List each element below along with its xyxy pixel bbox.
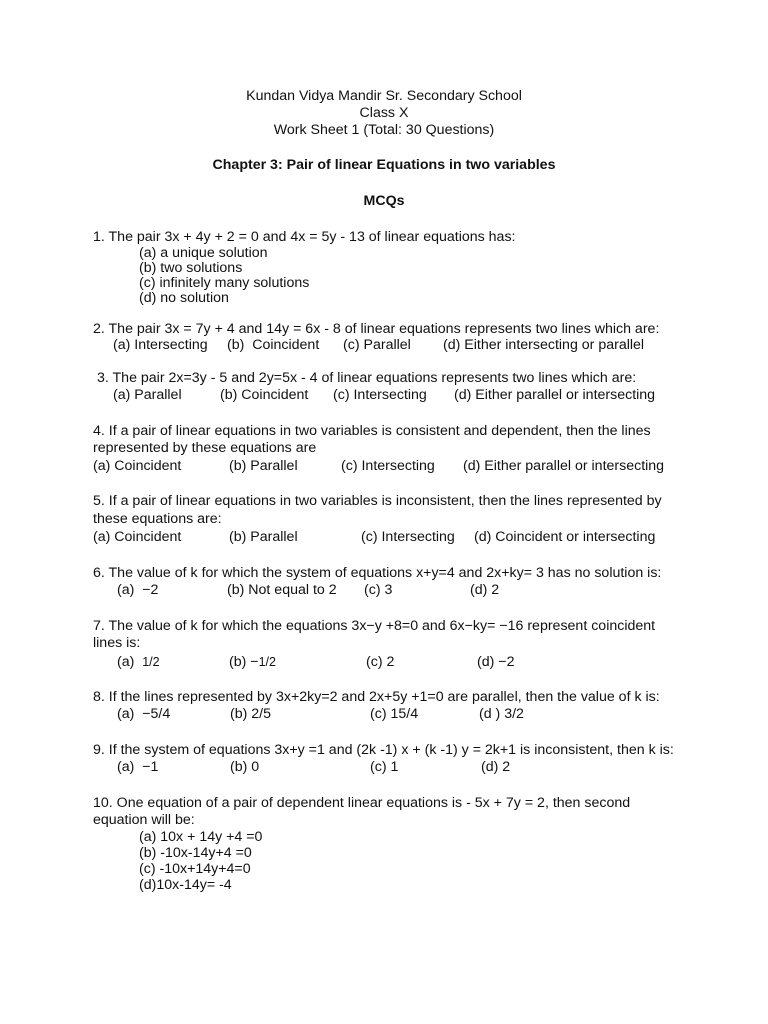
question-10-option-c: (c) -10x+14y+4=0 xyxy=(139,861,251,877)
question-5-stem-line1: 5. If a pair of linear equations in two variables is inconsistent, then the lines represented by xyxy=(93,493,662,509)
question-7-option-d: (d) −2 xyxy=(477,654,515,670)
question-6-option-c: (c) 3 xyxy=(364,582,393,598)
question-3-option-a: (a) Parallel xyxy=(113,387,182,403)
question-3-stem: 3. The pair 2x=3y - 5 and 2y=5x - 4 of linear equations represents two lines which are: xyxy=(97,370,637,386)
question-10-stem-line2: equation will be: xyxy=(93,812,195,828)
question-9-option-a: (a) −1 xyxy=(117,759,159,775)
question-4-stem-line1: 4. If a pair of linear equations in two variables is consistent and dependent, then the lines xyxy=(93,423,651,439)
question-8-option-b: (b) 2/5 xyxy=(230,706,272,722)
question-7-option-b-label: (b) − xyxy=(229,654,259,670)
question-1-option-c: (c) infinitely many solutions xyxy=(139,275,310,291)
question-7-stem-line1: 7. The value of k for which the equations 3x−y +8=0 and 6x−ky= −16 represent coincident xyxy=(93,618,656,634)
question-7-option-a-label: (a) xyxy=(117,654,135,670)
question-8-option-c: (c) 15/4 xyxy=(370,706,419,722)
question-3-option-b: (b) Coincident xyxy=(220,387,309,403)
section-title: MCQs xyxy=(363,193,405,209)
school-name: Kundan Vidya Mandir Sr. Secondary School xyxy=(246,88,522,104)
question-2-option-d: (d) Either intersecting or parallel xyxy=(443,337,645,353)
question-7-option-a-value: 1/2 xyxy=(142,655,160,669)
question-9-option-c: (c) 1 xyxy=(370,759,399,775)
question-10-option-b: (b) -10x-14y+4 =0 xyxy=(139,845,252,861)
question-5-option-d: (d) Coincident or intersecting xyxy=(474,529,656,545)
question-6-stem: 6. The value of k for which the system of equations x+y=4 and 2x+ky= 3 has no solution is: xyxy=(93,565,662,581)
question-10-option-a: (a) 10x + 14y +4 =0 xyxy=(139,829,263,845)
question-6-option-b: (b) Not equal to 2 xyxy=(227,582,337,598)
question-2-option-c: (c) Parallel xyxy=(343,337,411,353)
question-5-option-b: (b) Parallel xyxy=(229,529,298,545)
question-6-option-d: (d) 2 xyxy=(470,582,500,598)
question-3-option-d: (d) Either parallel or intersecting xyxy=(454,387,656,403)
question-4-option-b: (b) Parallel xyxy=(229,458,298,474)
question-6-option-a: (a) −2 xyxy=(117,582,159,598)
question-8-stem: 8. If the lines represented by 3x+2ky=2 and 2x+5y +1=0 are parallel, then the value of k is: xyxy=(93,689,660,705)
question-7-option-a xyxy=(117,654,160,670)
question-7-option-b xyxy=(229,654,276,670)
question-8-option-d: (d ) 3/2 xyxy=(479,706,524,722)
question-5-option-c: (c) Intersecting xyxy=(361,529,455,545)
chapter-title: Chapter 3: Pair of linear Equations in two variables xyxy=(212,157,556,173)
question-7-option-b-value: 1/2 xyxy=(258,655,276,669)
question-7-stem-line2: lines is: xyxy=(93,635,141,651)
question-2-stem: 2. The pair 3x = 7y + 4 and 14y = 6x - 8 of linear equations represents two lines which are: xyxy=(93,321,660,337)
question-1-stem: 1. The pair 3x + 4y + 2 = 0 and 4x = 5y - 13 of linear equations has: xyxy=(93,229,516,245)
question-2-option-b: (b) Coincident xyxy=(227,337,320,353)
question-5-option-a: (a) Coincident xyxy=(93,529,182,545)
question-2-option-a: (a) Intersecting xyxy=(113,337,208,353)
question-3-option-c: (c) Intersecting xyxy=(333,387,427,403)
question-9-option-b: (b) 0 xyxy=(230,759,260,775)
question-5-stem-line2: these equations are: xyxy=(93,511,222,527)
class-label: Class X xyxy=(359,105,409,121)
question-10-option-d: (d)10x-14y= -4 xyxy=(139,877,232,893)
question-7-option-c: (c) 2 xyxy=(366,654,395,670)
question-4-option-c: (c) Intersecting xyxy=(341,458,435,474)
question-8-option-a: (a) −5/4 xyxy=(117,706,171,722)
question-9-stem: 9. If the system of equations 3x+y =1 and (2k -1) x + (k -1) y = 2k+1 is inconsistent, then k is: xyxy=(93,742,674,758)
question-4-stem-line2: represented by these equations are xyxy=(93,440,317,456)
question-4-option-d: (d) Either parallel or intersecting xyxy=(463,458,665,474)
worksheet-title: Work Sheet 1 (Total: 30 Questions) xyxy=(273,122,495,138)
question-4-option-a: (a) Coincident xyxy=(93,458,182,474)
question-10-stem-line1: 10. One equation of a pair of dependent linear equations is - 5x + 7y = 2, then second xyxy=(93,795,631,811)
question-9-option-d: (d) 2 xyxy=(481,759,511,775)
question-1-option-d: (d) no solution xyxy=(139,290,229,306)
question-1-option-a: (a) a unique solution xyxy=(139,245,268,261)
question-1-option-b: (b) two solutions xyxy=(139,260,243,276)
